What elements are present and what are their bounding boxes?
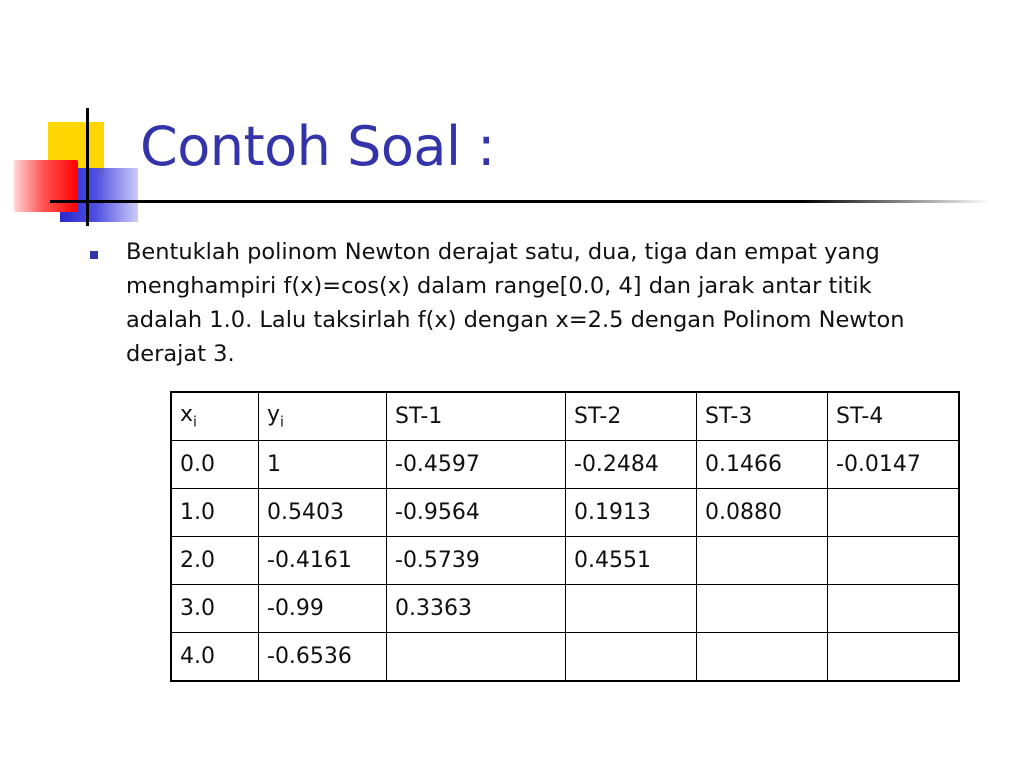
table-cell: -0.2484 — [566, 441, 697, 489]
title-decoration — [0, 0, 140, 230]
bullet-square-icon — [90, 251, 98, 259]
table-cell — [566, 633, 697, 682]
table-row — [171, 537, 959, 585]
bullet-text: Bentuklah polinom Newton derajat satu, dua, tiga dan empat yang menghampiri f(x)=cos(x) dalam range[0.0, 4] dan jarak antar titik adalah 1.0. Lalu taksirlah f(x) dengan x=2.5 dengan Polinom Newton derajat 3. — [126, 239, 905, 367]
header-st4: ST-4 — [828, 392, 960, 441]
header-xi: $x_i$ — [171, 392, 259, 441]
decor-vertical-line — [86, 108, 89, 226]
table-cell — [697, 537, 828, 585]
table-cell: 0.0 — [171, 441, 259, 489]
table-cell: -0.4161 — [259, 537, 387, 585]
table-cell — [566, 585, 697, 633]
table-row — [171, 489, 959, 537]
table-cell: 0.3363 — [387, 585, 566, 633]
decor-red-square — [14, 160, 78, 212]
table-row — [171, 585, 959, 633]
header-yi: $y_i$ — [259, 392, 387, 441]
table-row — [171, 633, 959, 682]
table-cell: 0.1466 — [697, 441, 828, 489]
table-cell: 1.0 — [171, 489, 259, 537]
table-cell — [697, 633, 828, 682]
table-cell: 3.0 — [171, 585, 259, 633]
table-header-row — [171, 392, 959, 441]
slide-title: Contoh Soal : — [140, 115, 495, 178]
header-st3: ST-3 — [697, 392, 828, 441]
table-cell — [828, 633, 960, 682]
table-cell: -0.4597 — [387, 441, 566, 489]
difference-table — [170, 391, 960, 682]
table-cell: 0.4551 — [566, 537, 697, 585]
header-st1: ST-1 — [387, 392, 566, 441]
table-cell: 0.5403 — [259, 489, 387, 537]
table-cell — [697, 585, 828, 633]
table-cell: -0.0147 — [828, 441, 960, 489]
title-underline — [50, 200, 990, 203]
table-cell — [828, 585, 960, 633]
table-cell: -0.6536 — [259, 633, 387, 682]
table-cell — [828, 537, 960, 585]
table-cell: -0.5739 — [387, 537, 566, 585]
table-cell: 2.0 — [171, 537, 259, 585]
table-cell — [387, 633, 566, 682]
table-cell: -0.9564 — [387, 489, 566, 537]
table-cell: 0.0880 — [697, 489, 828, 537]
header-st2: ST-2 — [566, 392, 697, 441]
table-cell: 1 — [259, 441, 387, 489]
table-row — [171, 441, 959, 489]
table-cell: -0.99 — [259, 585, 387, 633]
table-cell: 0.1913 — [566, 489, 697, 537]
table-cell: 4.0 — [171, 633, 259, 682]
table-cell — [828, 489, 960, 537]
